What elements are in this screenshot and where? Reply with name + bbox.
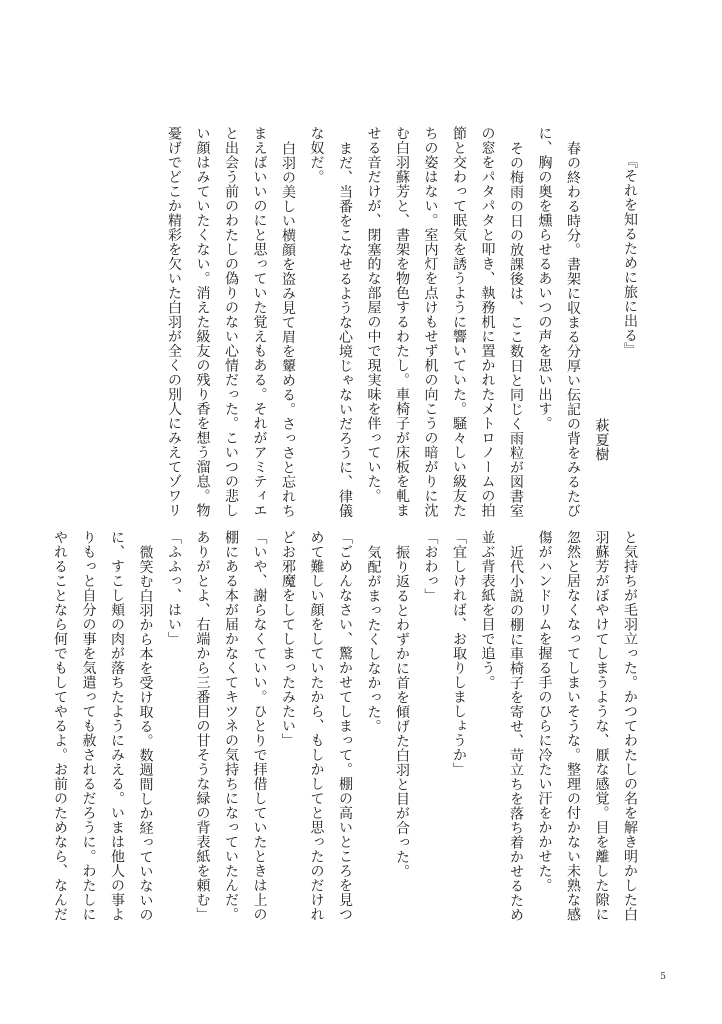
text-line: やれることなら何でもしてやるよ。お前のためなら、なんだ: [52, 530, 68, 922]
text-line: まえばいいのにと思っていた覚えもある。それがアミティエ: [251, 126, 268, 518]
page-number: 5: [660, 972, 666, 982]
text-line: 白羽の美しい横顔を盗み見て眉を顰める。さっさと忘れち: [280, 141, 296, 518]
text-line: 微笑む白羽から本を受け取る。数週間しか経っていないの: [137, 545, 154, 922]
text-line: に、胸の奥を燻らせるあいつの声を思い出す。: [536, 126, 553, 431]
text-line: と気持ちが毛羽立った。かつてわたしの名を解き明かした白: [622, 530, 638, 922]
text-line: 「ふふっ、はい」: [166, 530, 182, 646]
text-line: に、すこし頬の肉が落ちたようにみえる。いまは他人の事よ: [109, 530, 125, 922]
text-line: 気配がまったくしなかった。: [365, 545, 382, 734]
text-line: 「いや、謝らなくていい。ひとりで拝借していたときは上の: [251, 530, 268, 922]
text-line: む白羽蘇芳と、書架を物色するわたし。車椅子が床板を軋ま: [394, 126, 410, 518]
text-line: ちの姿はない。室内灯を点けもせず机の向こうの暗がりに沈: [422, 126, 439, 518]
text-line: 忽然と居なくなってしまいそうな。整理の付かない未熟な感: [565, 530, 581, 922]
text-line: ありがとよ、右端から三番目の甘そうな緑の背表紙を頼む」: [194, 530, 211, 922]
text-line: 節と交わって眠気を誘うように響いていた。騒々しい級友た: [451, 126, 467, 518]
text-line: どお邪魔をしてしまったみたい」: [280, 530, 296, 748]
text-line: い顔はみていたくない。消えた級友の残り香を想う溜息。物: [194, 126, 211, 518]
story-title: 『それを知るために旅に出る』: [622, 154, 638, 357]
lower-text-block: [46, 530, 645, 950]
text-line: 傷がハンドリムを握る手のひらに冷たい汗をかかせた。: [536, 530, 553, 893]
author-name: 萩夏樹: [593, 418, 610, 462]
text-line: 「ごめんなさい、驚かせてしまって。棚の高いところを見つ: [337, 530, 353, 922]
text-line: 「おわっ」: [422, 530, 439, 603]
text-line: 近代小説の棚に車椅子を寄せ、苛立ちを落ち着かせるため: [508, 545, 524, 922]
text-line: りもっと自分の事を気遣っても赦されるだろうに。わたしに: [80, 530, 97, 922]
text-line: 振り返るとわずかに首を傾げた白羽と目が合った。: [394, 545, 410, 879]
text-line: せる音だけが、閉塞的な部屋の中で現実味を伴っていた。: [365, 126, 382, 503]
text-line: まだ、当番をこなせるような心境じゃないだろうに、律儀: [337, 141, 353, 518]
text-line: 春の終わる時分。書架に収まる分厚い伝記の背をみるたび: [565, 141, 581, 518]
text-line: 棚にある本が届かなくてキツネの気持ちになっていたんだ。: [223, 530, 239, 922]
text-line: 「宜しければ、お取りしましょうか」: [451, 530, 467, 777]
text-line: の窓をパタパタと叩き、執務机に置かれたメトロノームの拍: [479, 126, 496, 518]
text-line: な奴だ。: [308, 126, 325, 184]
text-line: その梅雨の日の放課後は、ここ数日と同じく雨粒が図書室: [508, 141, 524, 518]
upper-text-block: [160, 126, 645, 518]
text-line: 憂げでどこか精彩を欠いた白羽が全くの別人にみえてゾワリ: [166, 126, 182, 518]
text-line: 羽蘇芳がぼやけてしまうような、厭な感覚。目を離した隙に: [593, 530, 610, 922]
text-line: と出会う前のわたしの偽りのない心情だった。こいつの悲し: [223, 126, 239, 518]
text-line: めて難しい顔をしていたから、もしかしてと思ったのだけれ: [308, 530, 325, 922]
text-line: 並ぶ背表紙を目で追う。: [479, 530, 496, 690]
